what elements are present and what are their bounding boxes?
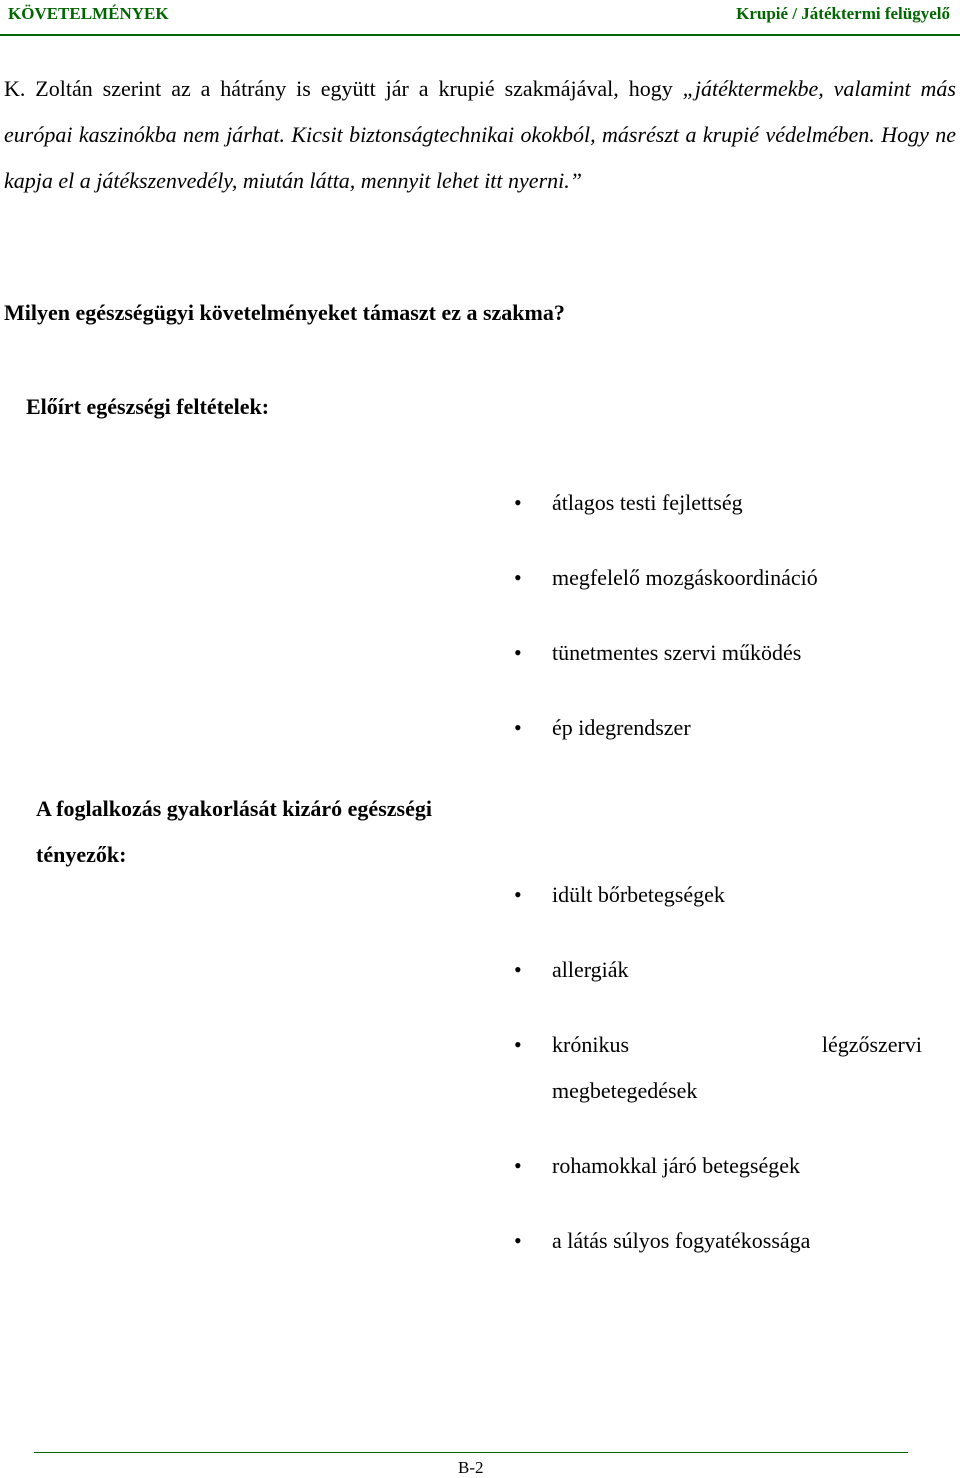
list-item-text: idült bőrbetegségek bbox=[552, 882, 725, 907]
list-item-word: krónikus bbox=[552, 1032, 629, 1057]
intro-quote: „játéktermekbe, valamint más európai kaszinókba nem járhat. Kicsit biztonságtechnikai okokból, másrészt a krupié védelmében. Hogy ne kapja el a játékszenvedély, miután látta, mennyit lehet itt nyerni.” bbox=[4, 76, 956, 193]
bullet-icon: • bbox=[514, 490, 522, 515]
bullet-icon: • bbox=[514, 565, 522, 590]
list-item-word: megbetegedések bbox=[552, 1078, 698, 1103]
section-question: Milyen egészségügyi követelményeket támaszt ez a szakma? bbox=[4, 300, 565, 325]
header-section-title: KÖVETELMÉNYEK bbox=[8, 4, 169, 23]
list-item-text: ép idegrendszer bbox=[552, 715, 691, 740]
list-item-text: átlagos testi fejlettség bbox=[552, 490, 743, 515]
required-conditions-heading-text: Előírt egészségi feltételek: bbox=[26, 394, 270, 419]
required-conditions-heading bbox=[26, 394, 486, 420]
page-number: B-2 bbox=[458, 1458, 484, 1477]
bullet-icon: • bbox=[514, 1032, 522, 1057]
list-item-text: rohamokkal járó betegségek bbox=[552, 1153, 801, 1178]
footer-divider bbox=[34, 1452, 908, 1453]
bullet-icon: • bbox=[514, 640, 522, 665]
header-document-title: Krupié / Játéktermi felügyelő bbox=[736, 4, 950, 23]
header-divider bbox=[0, 34, 960, 36]
list-item-text: allergiák bbox=[552, 957, 629, 982]
intro-text: K. Zoltán szerint az a hátrány is együtt jár a krupié szakmájával, hogy bbox=[4, 76, 683, 101]
list-item-text: tünetmentes szervi működés bbox=[552, 640, 802, 665]
list-item-word: légzőszervi bbox=[821, 1032, 922, 1057]
bullet-icon: • bbox=[514, 882, 522, 907]
bullet-icon: • bbox=[514, 715, 522, 740]
bullet-icon: • bbox=[514, 957, 522, 982]
list-item-text: megfelelő mozgáskoordináció bbox=[552, 565, 818, 590]
bullet-icon: • bbox=[514, 1153, 522, 1178]
intro-paragraph bbox=[4, 66, 956, 204]
bullet-icon: • bbox=[514, 1228, 522, 1253]
list-item-text: a látás súlyos fogyatékossága bbox=[552, 1228, 811, 1253]
excluding-factors-heading: A foglalkozás gyakorlását kizáró egészségi tényezők: bbox=[36, 796, 432, 867]
